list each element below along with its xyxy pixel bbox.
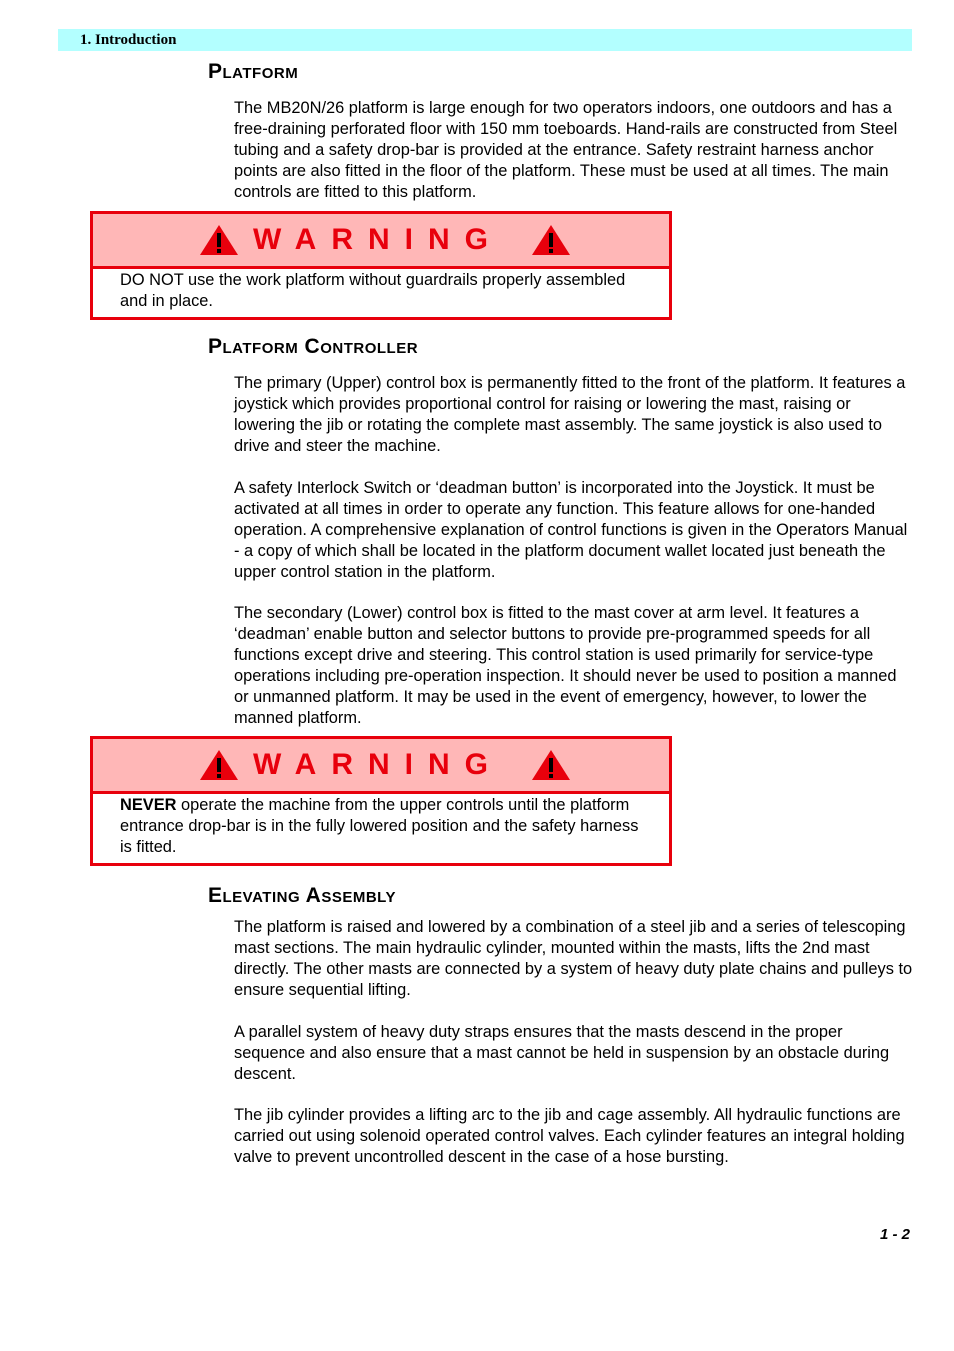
paragraph-elevating-3: The jib cylinder provides a lifting arc to the jib and cage assembly. All hydraulic functions are carried out using solenoid operated control valves. Each cylinder features an integral holding valve to prevent uncontrolled descent in the case of a hose bursting. [234,1106,905,1166]
warning-triangle-icon [531,749,571,781]
paragraph-elevating-2: A parallel system of heavy duty straps ensures that the masts descend in the proper sequence and also ensure that a mast cannot be held in suspension by an obstacle during descent. [234,1023,890,1083]
paragraph-elevating-1: The platform is raised and lowered by a combination of a steel jib and a series of telescoping mast sections. The main hydraulic cylinder, mounted within the masts, lifts the 2nd mast directly. The other masts are connected by a system of heavy duty plate chains and pulleys to ensure sequential lifting. [234,918,913,999]
paragraph-controller-3: The secondary (Lower) control box is fitted to the mast cover at arm level. It features a ‘deadman’ enable button and selector buttons to provide pre-programmed speeds for all functions except drive and steering. This control station is used primarily for service-type operations including pre-operation inspection. It should never be used to position a manned or unmanned platform. It may be used in the event of emergency, however, to lower the manned platform. [234,604,897,727]
paragraph-controller-1: The primary (Upper) control box is permanently fitted to the front of the platform. It features a joystick which provides proportional control for raising or lowering the mast, raising or lowering the jib or rotating the complete mast assembly. The same joystick is also used to drive and steer the machine. [234,374,906,455]
warning-banner [93,214,669,269]
warning-triangle-icon [199,224,239,256]
warning-emphasis: NEVER [120,796,177,814]
warning-box-drop-bar [90,736,672,866]
warning-box-guardrails [90,211,672,320]
paragraph-controller-2: A safety Interlock Switch or ‘deadman button’ is incorporated into the Joystick. It must be activated at all times in order to operate any function. This feature allows for one-handed operation. A comprehensive explanation of control functions is given in the Operators Manual - a copy of which shall be located in the platform document wallet located just beneath the upper control station in the platform. [234,479,908,581]
section-header-title: 1. Introduction [80,32,177,48]
warning-text-rest: operate the machine from the upper controls until the platform entrance drop-bar is in the fully lowered position and the safety harness is fitted. [120,796,639,856]
paragraph-platform-1: The MB20N/26 platform is large enough for two operators indoors, one outdoors and has a free-draining perforated floor with 150 mm toeboards. Hand-rails are constructed from Steel tubing and a safety drop-bar is provided at the entrance. Safety restraint harness anchor points are also fitted in the floor of the platform. These must be used at all times. The main controls are fitted to this platform. [234,99,898,201]
warning-triangle-icon [531,224,571,256]
warning-text: DO NOT use the work platform without guardrails properly assembled and in place. [120,271,626,310]
heading-platform: Platform [208,60,299,83]
heading-platform-controller: Platform Controller [208,335,419,358]
warning-label: WARNING [253,223,503,256]
heading-elevating-assembly: Elevating Assembly [208,884,396,907]
warning-label: WARNING [253,748,503,781]
page-number: 1 - 2 [880,1226,911,1243]
warning-banner [93,739,669,794]
warning-triangle-icon [199,749,239,781]
section-header-band [58,29,912,51]
warning-text [93,794,669,863]
